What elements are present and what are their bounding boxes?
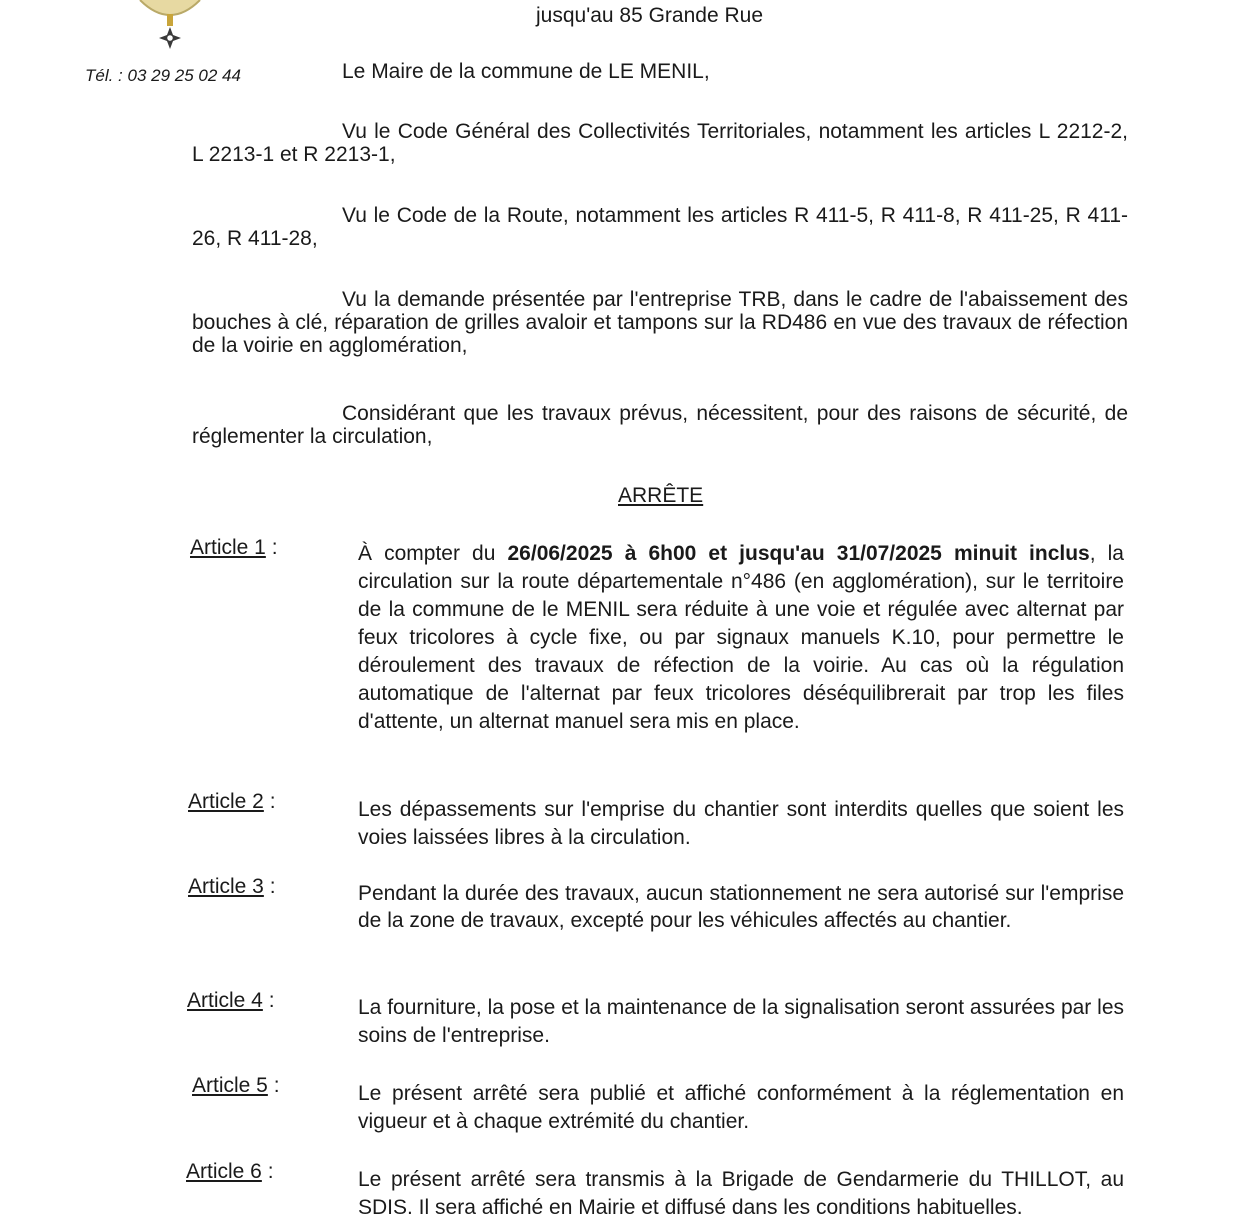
article-1-body xyxy=(358,540,1124,736)
article-1-intro: À compter du xyxy=(358,542,496,565)
article-5-label xyxy=(192,1074,280,1098)
article-3-label xyxy=(188,875,276,899)
article-label-text: Article 2 xyxy=(188,790,264,813)
article-1-text: , la circulation sur la route départementale n°486 (en agglomération), sur le territoire de la commune de le MENIL sera réduite à une voie et régulée avec alternat par feux tricolores à cycle fixe, ou par signaux manuels K.10, pour permettre le déroulement des travaux de réfection de la voirie. Au cas où la régulation automatique de l'alternat par feux tricolores déséquilibrerait par trop les files d'attente, un alternat manuel sera mis en place. xyxy=(358,542,1124,733)
mayor-line: Le Maire de la commune de LE MENIL, xyxy=(342,60,710,83)
article-6-body: Le présent arrêté sera transmis à la Brigade de Gendarmerie du THILLOT, au SDIS. Il sera affiché en Mairie et diffusé dans les conditions habituelles. xyxy=(358,1168,1124,1219)
article-label-text: Article 1 xyxy=(190,536,266,559)
article-label-text: Article 6 xyxy=(186,1160,262,1183)
article-1-period: 26/06/2025 à 6h00 et jusqu'au 31/07/2025 minuit inclus xyxy=(507,542,1090,565)
article-1-label xyxy=(190,536,278,560)
vu-cgct-paragraph: Vu le Code Général des Collectivités Territoriales, notamment les articles L 2212-2, L 2213-1 et R 2213-1, xyxy=(192,120,1128,166)
article-label-text: Article 4 xyxy=(187,989,263,1012)
article-4-body: La fourniture, la pose et la maintenance de la signalisation seront assurées par les soins de l'entreprise. xyxy=(358,996,1124,1047)
arrete-title: ARRÊTE xyxy=(618,484,704,507)
article-label-text: Article 5 xyxy=(192,1074,268,1097)
article-4-label xyxy=(187,989,275,1013)
article-label-text: Article 3 xyxy=(188,875,264,898)
article-5-body: Le présent arrêté sera publié et affiché conformément à la réglementation en vigueur et à chaque extrémité du chantier. xyxy=(358,1082,1124,1133)
medal-emblem-icon xyxy=(138,0,202,54)
vu-code-route-paragraph: Vu le Code de la Route, notamment les articles R 411-5, R 411-8, R 411-25, R 411-26, R 411-28, xyxy=(192,204,1128,250)
phone-number: Tél. : 03 29 25 02 44 xyxy=(85,66,241,85)
label-suffix: : xyxy=(265,536,278,559)
considerant-paragraph: Considérant que les travaux prévus, nécessitent, pour des raisons de sécurité, de réglementer la circulation, xyxy=(192,402,1128,448)
label-suffix: : xyxy=(261,1160,274,1183)
article-6-label xyxy=(186,1160,274,1184)
document-heading: jusqu'au 85 Grande Rue xyxy=(536,4,764,27)
label-suffix: : xyxy=(263,875,276,898)
label-suffix: : xyxy=(267,1074,280,1097)
label-suffix: : xyxy=(263,790,276,813)
vu-demande-paragraph: Vu la demande présentée par l'entreprise TRB, dans le cadre de l'abaissement des bouches à clé, réparation de grilles avaloir et tampons sur la RD486 en vue des travaux de réfection de la voirie en agglomération, xyxy=(192,288,1128,357)
label-suffix: : xyxy=(262,989,275,1012)
article-2-label xyxy=(188,790,276,814)
article-3-body: Pendant la durée des travaux, aucun stationnement ne sera autorisé sur l'emprise de la zone de travaux, excepté pour les véhicules affectés au chantier. xyxy=(358,882,1124,932)
article-2-body: Les dépassements sur l'emprise du chantier sont interdits quelles que soient les voies laissées libres à la circulation. xyxy=(358,798,1124,849)
